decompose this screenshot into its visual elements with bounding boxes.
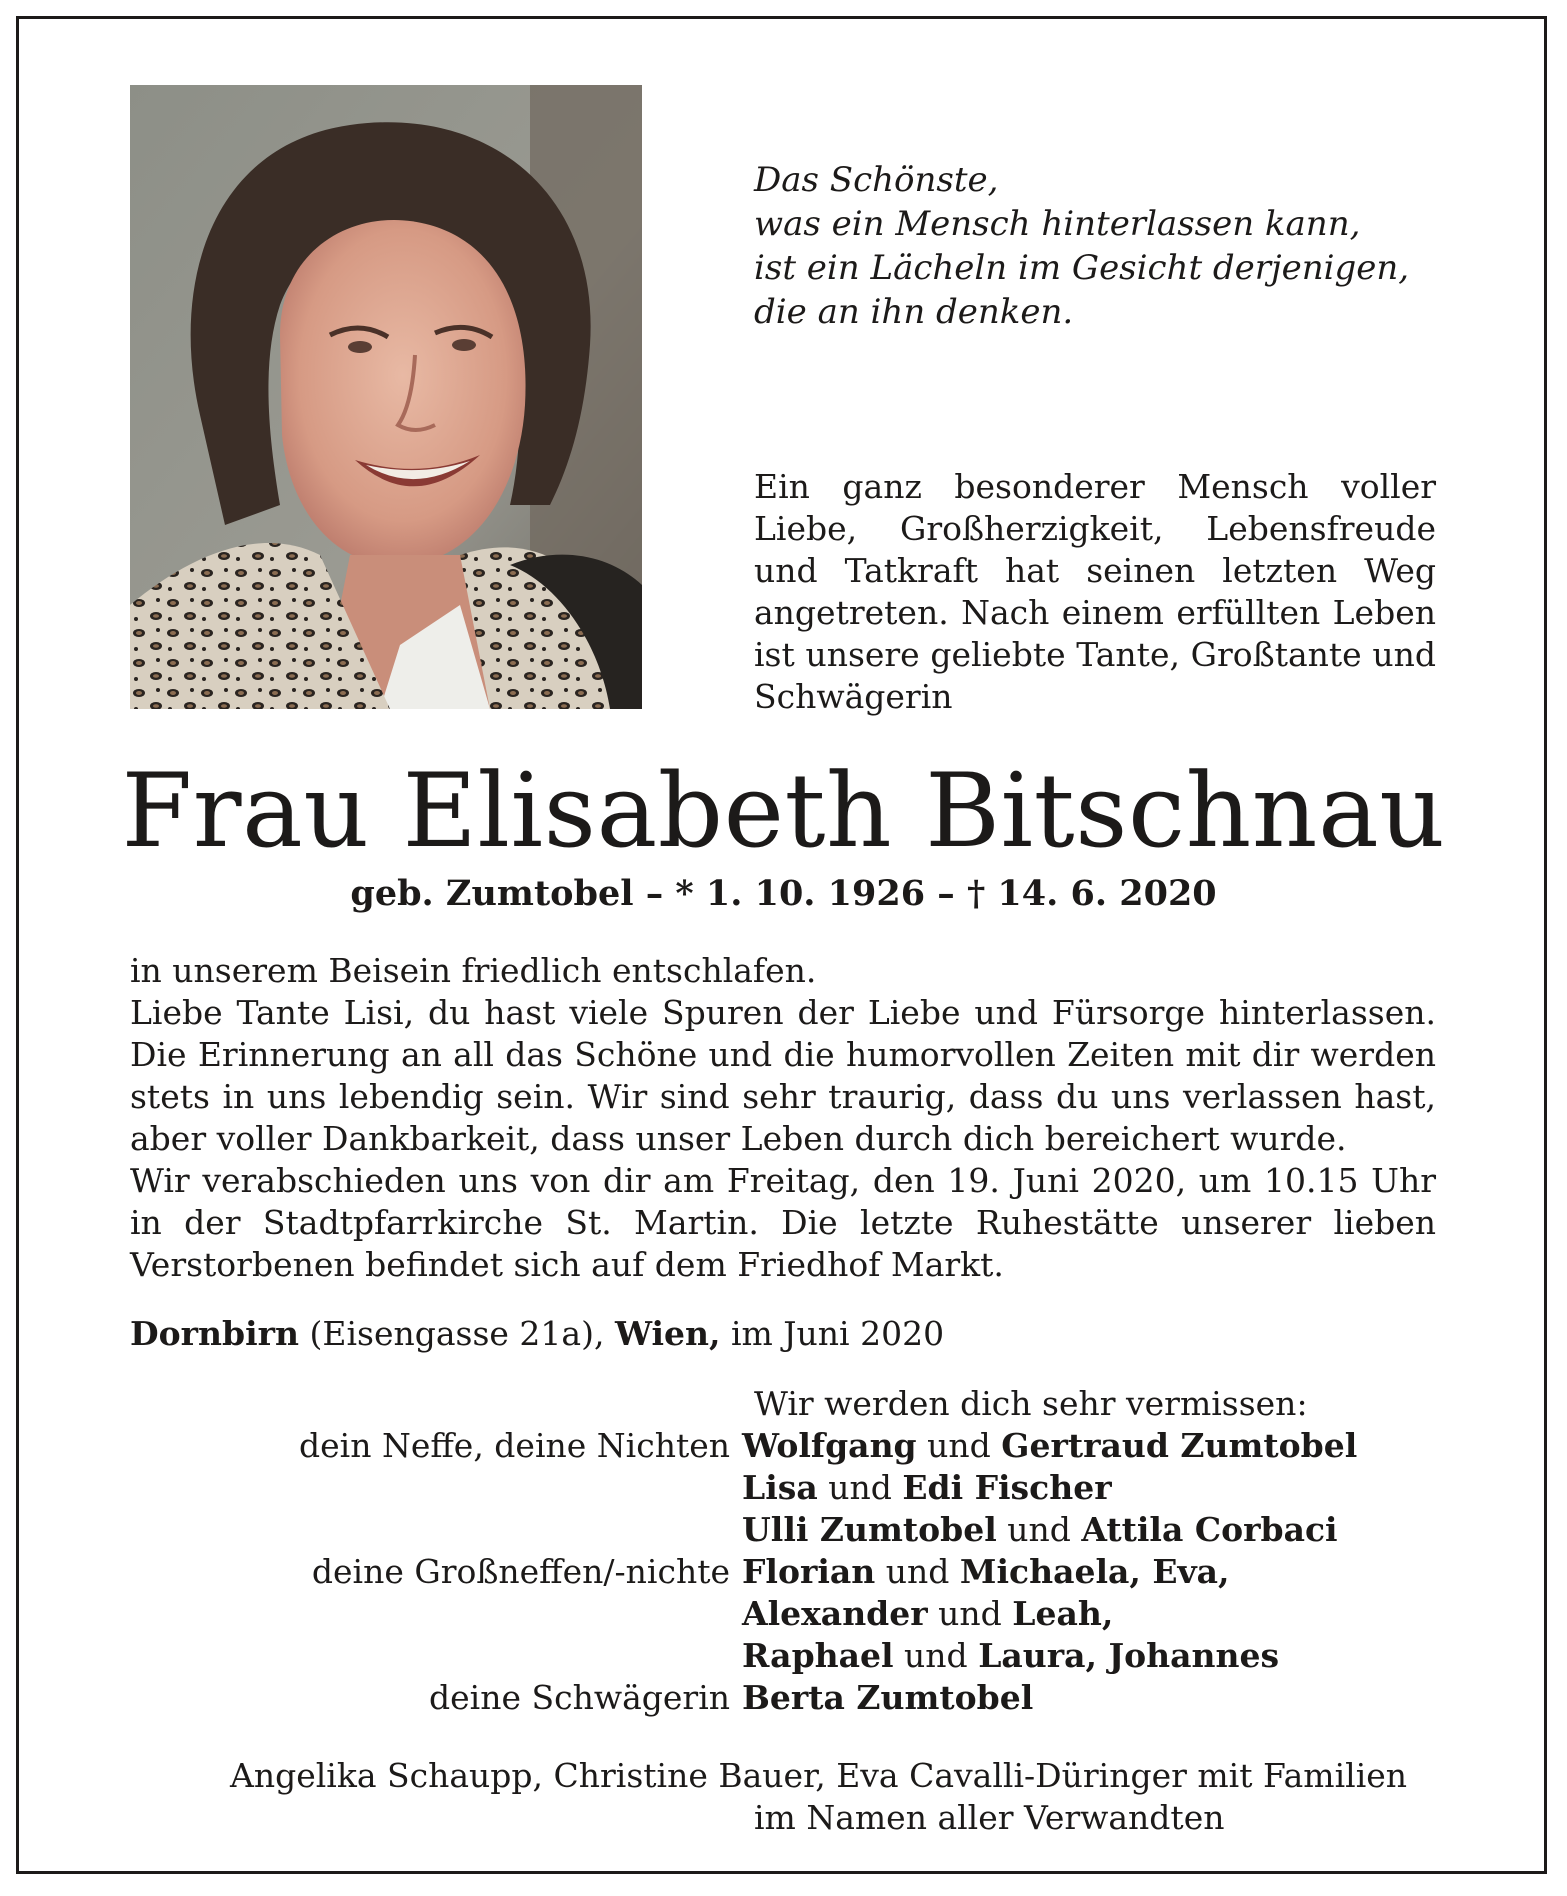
- body-line: Wir verabschieden uns von dir am Freitag, den 19. Juni 2020, um 10.15 Uhr: [130, 1161, 1436, 1200]
- birth-death-dates: geb. Zumtobel – * 1. 10. 1926 – † 14. 6. 2020: [350, 873, 1217, 914]
- quote-line: die an ihn denken.: [754, 292, 1074, 332]
- portrait-photo: [130, 85, 642, 709]
- mourner-role: deine Großneffen/-nichte: [311, 1552, 730, 1591]
- mourner-name: Berta Zumtobel: [742, 1678, 1034, 1717]
- closing-line: Angelika Schaupp, Christine Bauer, Eva Cavalli-Düringer mit Familien: [230, 1756, 1408, 1795]
- body-line: Die Erinnerung an all das Schöne und die humorvollen Zeiten mit dir werden: [130, 1035, 1436, 1074]
- body-line: in der Stadtpfarrkirche St. Martin. Die letzte Ruhestätte unserer lieben: [130, 1203, 1436, 1242]
- mourner-role: [130, 1509, 742, 1551]
- mourner-name: Raphael: [742, 1636, 894, 1675]
- mourner-name: Alexander: [742, 1594, 928, 1633]
- quote-line: ist ein Lächeln im Gesicht derjenigen,: [754, 248, 1410, 288]
- body-line: Verstorbenen befindet sich auf dem Friedhof Markt.: [130, 1245, 1004, 1284]
- mourner-conj: und: [828, 1468, 892, 1507]
- mourner-name: Michaela, Eva,: [959, 1552, 1230, 1591]
- body-text: [130, 950, 1436, 1286]
- mourner-name: Edi Fischer: [902, 1468, 1112, 1507]
- place-date: im Juni 2020: [730, 1314, 945, 1353]
- mourner-name: Leah,: [1012, 1594, 1114, 1633]
- miss-line: Wir werden dich sehr vermissen:: [754, 1384, 1308, 1423]
- mourner-conj: und: [938, 1594, 1002, 1633]
- mourner-row: [130, 1677, 1450, 1719]
- mourner-role: [130, 1635, 742, 1677]
- mourner-role: [130, 1593, 742, 1635]
- mourner-name: Laura, Johannes: [978, 1636, 1280, 1675]
- mourner-name: Ulli Zumtobel: [742, 1510, 997, 1549]
- deceased-name: Frau Elisabeth Bitschnau: [121, 752, 1446, 871]
- mourner-row: [130, 1467, 1450, 1509]
- mourner-role: dein Neffe, deine Nichten: [299, 1426, 730, 1465]
- body-line: in unserem Beisein friedlich entschlafen.: [130, 951, 817, 990]
- quote-line: Das Schönste,: [754, 160, 999, 200]
- place-city-wien: Wien,: [614, 1314, 721, 1353]
- mourner-row: [130, 1425, 1450, 1467]
- place-address: (Eisengasse 21a),: [309, 1314, 605, 1353]
- mourner-conj: und: [885, 1552, 950, 1591]
- mourner-row: [130, 1635, 1450, 1677]
- mourners-list: [130, 1425, 1450, 1719]
- mourner-conj: und: [927, 1426, 991, 1465]
- quote-line: was ein Mensch hinterlassen kann,: [754, 204, 1361, 244]
- closing-signature: [130, 1755, 1436, 1839]
- mourner-role: [130, 1467, 742, 1509]
- mourner-conj: und: [1007, 1510, 1071, 1549]
- mourner-name: Lisa: [742, 1468, 818, 1507]
- mourner-row: [130, 1509, 1450, 1551]
- intro-paragraph: Ein ganz besonderer Mensch voller Liebe, Großherzigkeit, Lebensfreude und Tatkraft hat seinen letzten Weg angetreten. Nach einem erfüllten Leben ist unsere geliebte Tante, Großtante und Schwägerin: [754, 467, 1436, 716]
- closing-line: im Namen aller Verwandten: [754, 1798, 1225, 1837]
- mourner-role: deine Schwägerin: [429, 1678, 730, 1717]
- place-date-line: [130, 1313, 944, 1355]
- body-line: Liebe Tante Lisi, du hast viele Spuren der Liebe und Fürsorge hinterlassen.: [130, 993, 1436, 1032]
- mourner-row: [130, 1593, 1450, 1635]
- mourner-conj: und: [904, 1636, 968, 1675]
- place-city-dornbirn: Dornbirn: [130, 1314, 299, 1353]
- body-line: aber voller Dankbarkeit, dass unser Leben durch dich bereichert wurde.: [130, 1119, 1347, 1158]
- mourner-name: Florian: [742, 1552, 876, 1591]
- mourner-name: Gertraud Zumtobel: [1001, 1426, 1358, 1465]
- mourner-row: [130, 1551, 1450, 1593]
- memorial-quote: [754, 158, 1434, 334]
- mourner-name: Attila Corbaci: [1081, 1510, 1338, 1549]
- mourner-name: Wolfgang: [742, 1426, 917, 1465]
- body-line: stets in uns lebendig sein. Wir sind sehr traurig, dass du uns verlassen hast,: [130, 1077, 1436, 1116]
